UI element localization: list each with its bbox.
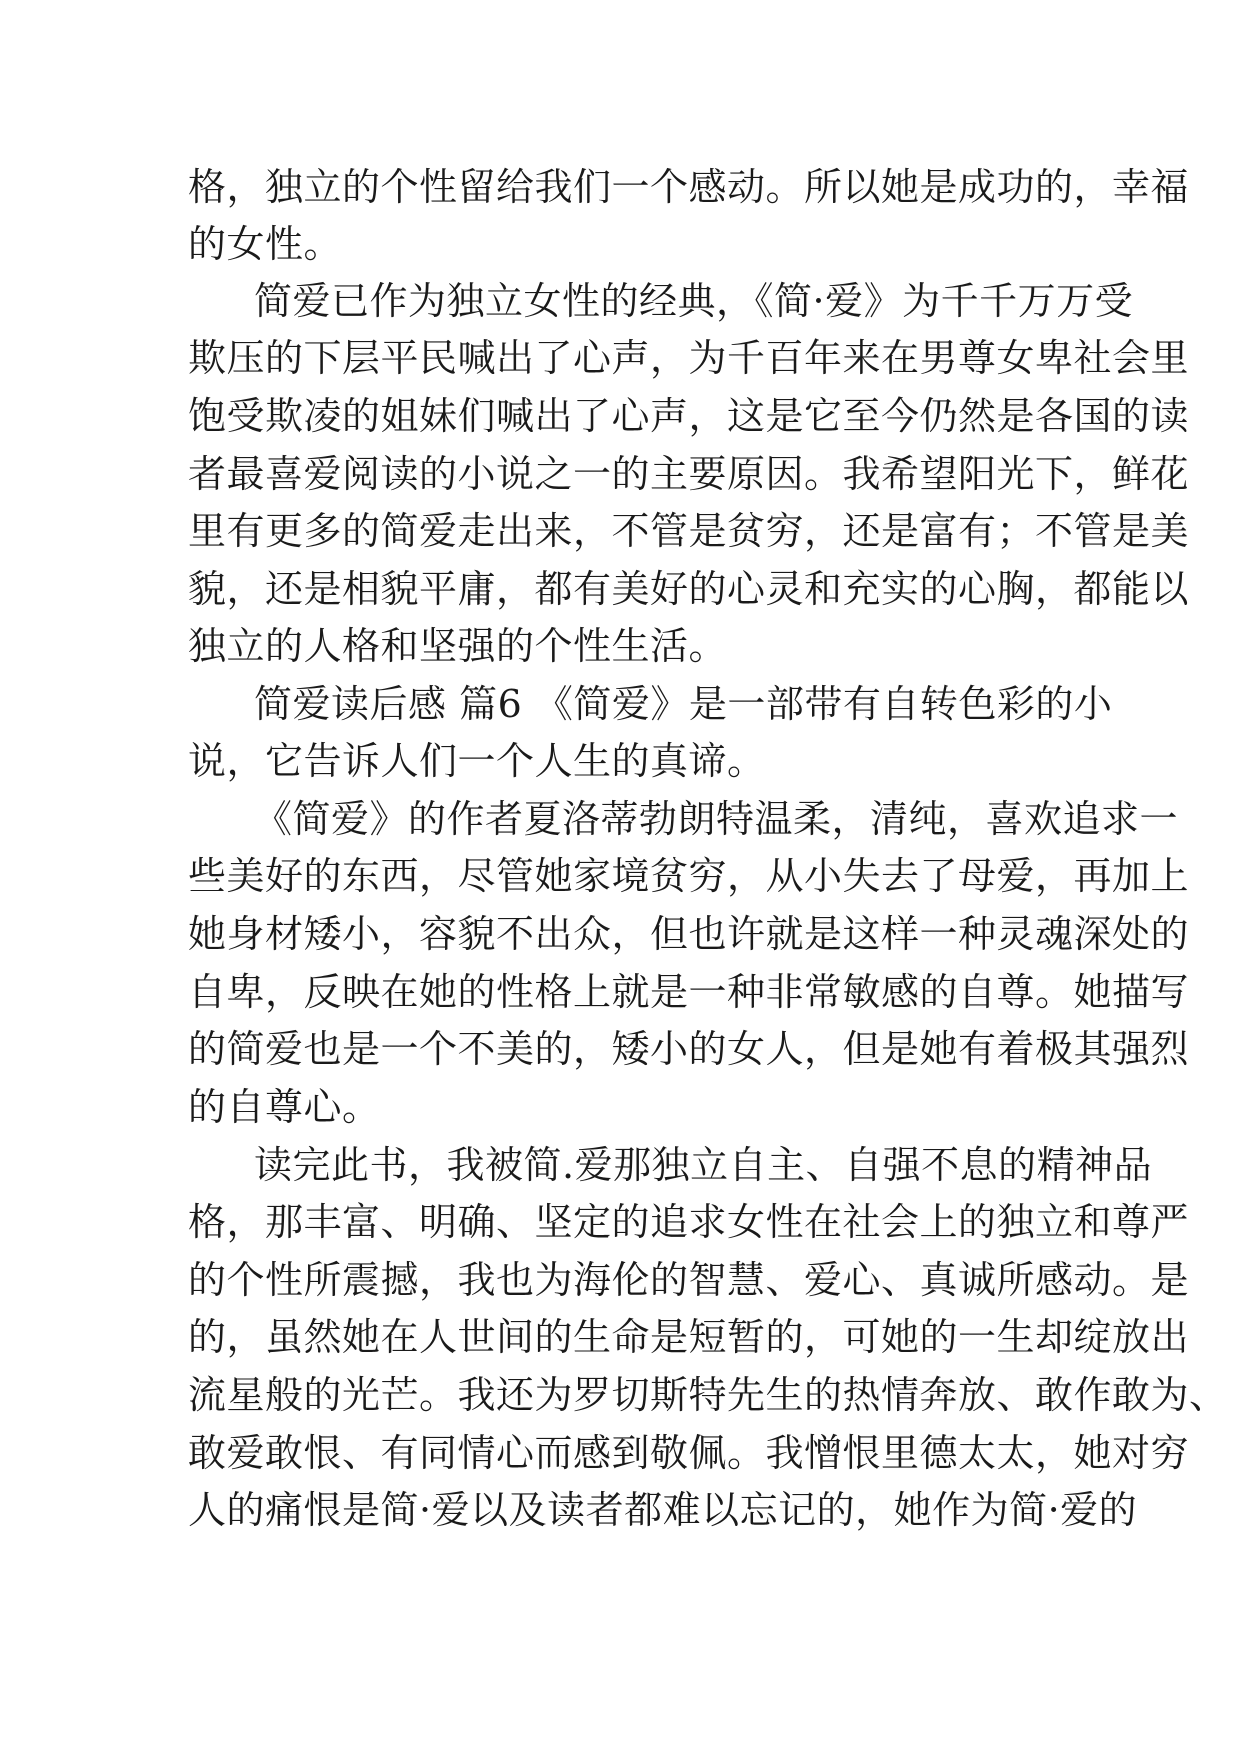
text-line: 敢爱敢恨、有同情心而感到敬佩。我憎恨里德太太，她对穷 — [188, 1431, 1190, 1475]
text-line: 的个性所震撼，我也为海伦的智慧、爱心、真诚所感动。是 — [188, 1258, 1190, 1302]
text-line: 些美好的东西，尽管她家境贫穷，从小失去了母爱，再加上 — [188, 854, 1190, 898]
text-line: 的简爱也是一个不美的，矮小的女人，但是她有着极其强烈 — [188, 1027, 1190, 1071]
text-line: 读完此书，我被简.爱那独立自主、自强不息的精神品 — [254, 1143, 1153, 1187]
text-line: 的自尊心。 — [188, 1085, 381, 1129]
text-line: 格，独立的个性留给我们一个感动。所以她是成功的，幸福 — [188, 165, 1190, 209]
text-line: 饱受欺凌的姐妹们喊出了心声，这是它至今仍然是各国的读 — [188, 394, 1190, 438]
text-line: 貌，还是相貌平庸，都有美好的心灵和充实的心胸，都能以 — [188, 567, 1190, 611]
text-line: 流星般的光芒。我还为罗切斯特先生的热情奔放、敢作敢为、 — [188, 1373, 1228, 1417]
text-line: 独立的人格和坚强的个性生活。 — [188, 624, 728, 668]
text-line: 简爱读后感 篇6 《简爱》是一部带有自转色彩的小 — [254, 682, 1113, 726]
text-line: 自卑，反映在她的性格上就是一种非常敏感的自尊。她描写 — [188, 970, 1190, 1014]
text-line: 者最喜爱阅读的小说之一的主要原因。我希望阳光下，鲜花 — [188, 452, 1190, 496]
text-line: 里有更多的简爱走出来，不管是贫穷，还是富有；不管是美 — [188, 509, 1190, 553]
text-line: 的女性。 — [188, 222, 343, 266]
text-line: 《简爱》的作者夏洛蒂勃朗特温柔，清纯，喜欢追求一 — [254, 797, 1179, 841]
text-line: 说，它告诉人们一个人生的真谛。 — [188, 739, 766, 783]
text-line: 欺压的下层平民喊出了心声，为千百年来在男尊女卑社会里 — [188, 336, 1190, 380]
text-line: 简爱已作为独立女性的经典，《简·爱》为千千万万受 — [254, 279, 1134, 323]
text-line: 的，虽然她在人世间的生命是短暂的，可她的一生却绽放出 — [188, 1315, 1190, 1359]
text-line: 格，那丰富、明确、坚定的追求女性在社会上的独立和尊严 — [188, 1200, 1190, 1244]
text-line: 人的痛恨是简·爱以及读者都难以忘记的，她作为简·爱的 — [188, 1488, 1138, 1532]
text-line: 她身材矮小，容貌不出众，但也许就是这样一种灵魂深处的 — [188, 912, 1190, 956]
